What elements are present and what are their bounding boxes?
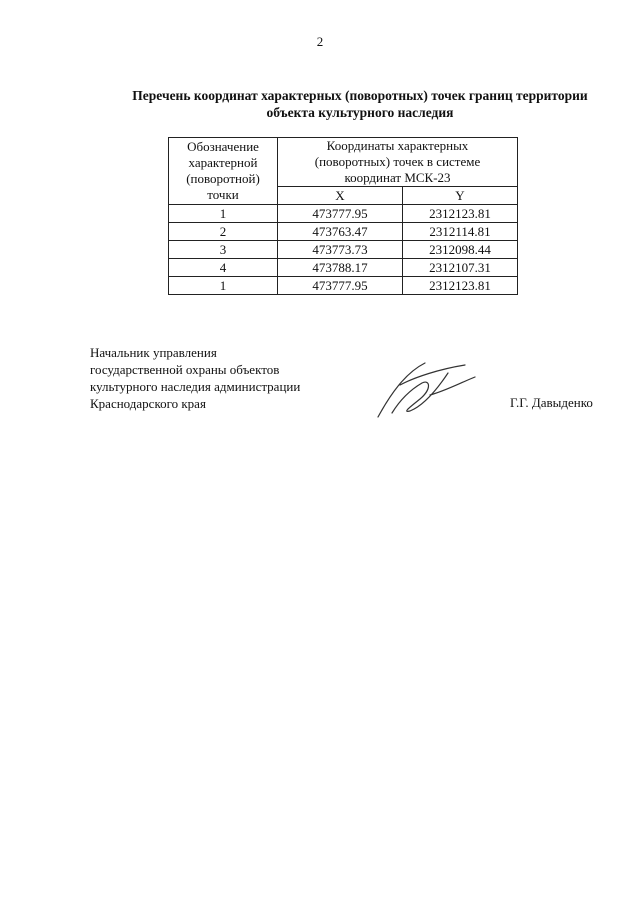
cell-y: 2312114.81 — [403, 223, 518, 241]
cell-point: 1 — [169, 277, 278, 295]
table-row — [169, 259, 518, 277]
signer-line: культурного наследия администрации — [90, 379, 301, 394]
signer-name: Г.Г. Давыденко — [510, 395, 593, 410]
table-row — [169, 277, 518, 295]
document-title — [60, 87, 640, 121]
cell-x: 473763.47 — [278, 223, 403, 241]
cell-point: 2 — [169, 223, 278, 241]
cell-point: 1 — [169, 205, 278, 223]
header-y: Y — [403, 187, 518, 205]
header-point-line: точки — [207, 187, 239, 202]
table-row — [169, 223, 518, 241]
signer-position — [90, 344, 300, 412]
header-point-designation — [169, 138, 278, 205]
signer-line: Начальник управления — [90, 345, 217, 360]
handwritten-signature — [370, 355, 480, 425]
cell-y: 2312098.44 — [403, 241, 518, 259]
cell-point: 3 — [169, 241, 278, 259]
header-coordinates — [278, 138, 518, 187]
cell-x: 473773.73 — [278, 241, 403, 259]
cell-y: 2312123.81 — [403, 277, 518, 295]
page-number: 2 — [316, 34, 324, 49]
cell-y: 2312107.31 — [403, 259, 518, 277]
title-line-2: объекта культурного наследия — [266, 105, 454, 120]
cell-x: 473777.95 — [278, 277, 403, 295]
header-point-line: (поворотной) — [186, 171, 260, 186]
signer-line: государственной охраны объектов — [90, 362, 280, 377]
header-coords-line: координат МСК-23 — [344, 170, 451, 185]
signer-line: Краснодарского края — [90, 396, 206, 411]
cell-x: 473788.17 — [278, 259, 403, 277]
title-line-1: Перечень координат характерных (поворотных) точек границ территории — [132, 88, 588, 103]
header-x: X — [278, 187, 403, 205]
header-point-line: характерной — [188, 155, 258, 170]
cell-x: 473777.95 — [278, 205, 403, 223]
table-row — [169, 205, 518, 223]
coordinates-table — [168, 137, 518, 295]
cell-y: 2312123.81 — [403, 205, 518, 223]
table-header-row — [169, 138, 518, 187]
cell-point: 4 — [169, 259, 278, 277]
header-point-line: Обозначение — [187, 139, 259, 154]
header-coords-line: (поворотных) точек в системе — [314, 154, 481, 169]
header-coords-line: Координаты характерных — [326, 138, 469, 153]
table-row — [169, 241, 518, 259]
